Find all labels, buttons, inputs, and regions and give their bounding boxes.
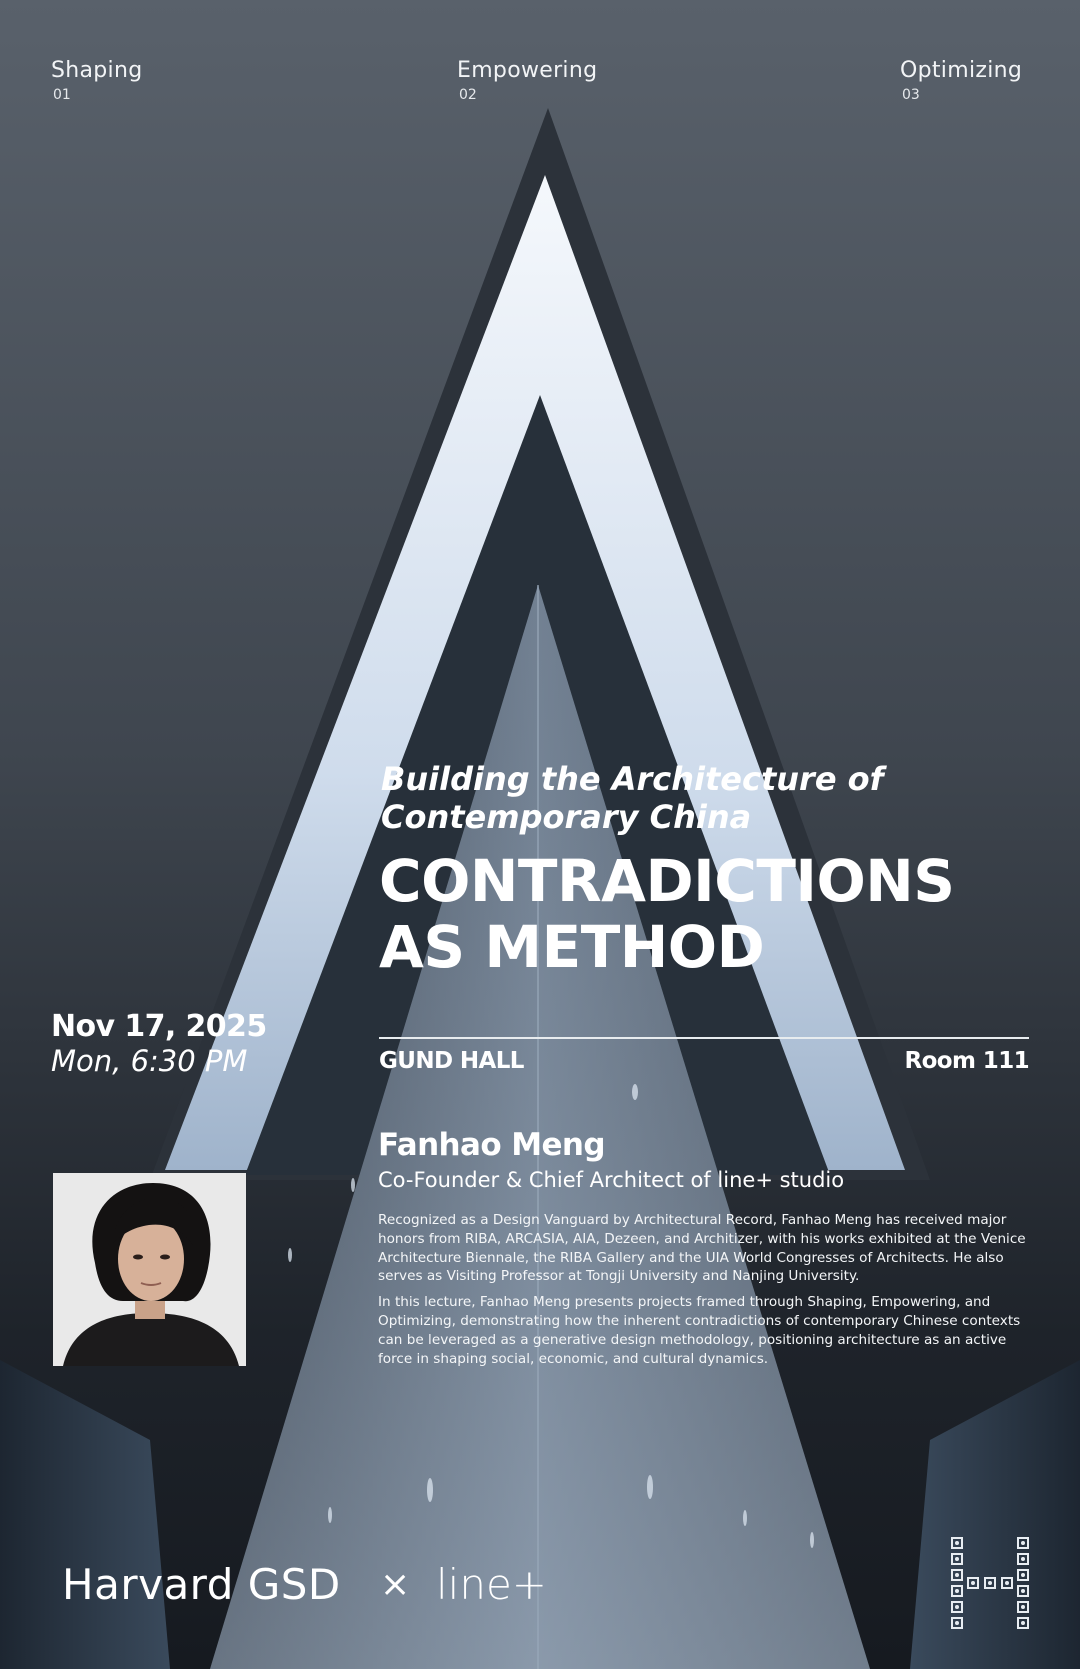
bio-paragraph: In this lecture, Fanhao Meng presents projects framed through Shaping, Empowering, and Optimizing, demonstrating how the inherent contradictions of contemporary Chinese contexts can be leveraged as a generative design methodology, positioning architecture as an active force in shaping social, economic, and cultural dynamics. <box>378 1294 1021 1367</box>
index-label: Optimizing <box>900 58 1023 83</box>
index-number: 01 <box>53 87 71 103</box>
index-shaping <box>51 58 142 103</box>
speaker-bio <box>378 1211 1044 1375</box>
divider-line <box>379 1037 1029 1039</box>
collaboration-separator: × <box>380 1564 411 1605</box>
index-label: Shaping <box>51 58 143 83</box>
date-text: Nov 17, 2025 <box>51 1009 267 1044</box>
speaker-role: Co-Founder & Chief Architect of line+ studio <box>378 1168 845 1192</box>
index-optimizing <box>900 58 1022 103</box>
index-number: 03 <box>902 87 920 103</box>
speaker-photo <box>53 1173 246 1366</box>
index-number: 02 <box>459 87 477 103</box>
venue-building: GUND HALL <box>379 1048 524 1074</box>
index-label: Empowering <box>457 58 598 83</box>
harvard-gsd-wordmark: Harvard GSD <box>62 1560 341 1609</box>
event-date <box>51 1010 351 1078</box>
index-empowering <box>457 58 597 103</box>
speaker-name: Fanhao Meng <box>378 1127 605 1163</box>
title-line-1: CONTRADICTIONS <box>379 847 955 915</box>
top-index <box>0 58 1080 118</box>
venue-room: Room 111 <box>904 1048 1029 1074</box>
subtitle-line-1: Building the Architecture of <box>381 760 884 798</box>
lecture-subtitle <box>381 760 1041 836</box>
lecture-title <box>379 848 1069 980</box>
title-line-2: AS METHOD <box>379 913 765 981</box>
footer-brands <box>62 1560 662 1620</box>
bio-paragraph: Recognized as a Design Vanguard by Architectural Record, Fanhao Meng has received major honors from RIBA, ARCASIA, AIA, Dezeen, and Architizer, with his works exhibited at the Venice Architecture Biennale, the RIBA Gallery and the UIA World Congresses of Architects. He also serves as Visiting Professor at Tongji University and Nanjing University. <box>378 1212 1026 1285</box>
harvard-gsd-h-logo-icon <box>951 1537 1031 1631</box>
line-plus-wordmark: line+ <box>436 1560 547 1609</box>
subtitle-line-2: Contemporary China <box>381 798 752 836</box>
time-text: Mon, 6:30 PM <box>51 1044 248 1078</box>
